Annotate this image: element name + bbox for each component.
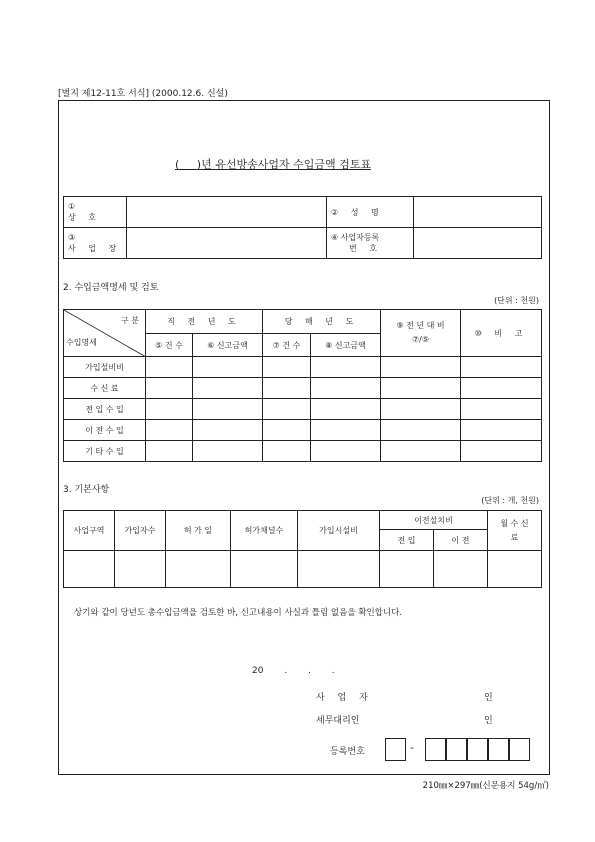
- regno-box[interactable]: [425, 738, 446, 761]
- cell[interactable]: [461, 441, 542, 462]
- table-row: [64, 420, 542, 441]
- income-table: [63, 309, 542, 462]
- channels-header: 허가채널수: [231, 511, 298, 551]
- workplace-field[interactable]: [127, 228, 327, 259]
- regno-box[interactable]: [385, 738, 406, 761]
- count7-header: ⑦ 건 수: [263, 334, 311, 357]
- cell[interactable]: [311, 420, 381, 441]
- cell[interactable]: [461, 378, 542, 399]
- registration-label: ④ 사업자등록 번 호: [327, 228, 414, 259]
- cell[interactable]: [381, 420, 461, 441]
- regno-box[interactable]: [509, 738, 530, 761]
- registration-field[interactable]: [414, 228, 542, 259]
- business-info-table: [63, 196, 542, 259]
- cell[interactable]: [146, 378, 193, 399]
- regno-box[interactable]: [446, 738, 467, 761]
- row-label: 가입설비비: [64, 357, 146, 378]
- section3-unit: (단위 : 개, 천원): [481, 496, 539, 505]
- cell[interactable]: [231, 551, 298, 588]
- confirmation-statement: 상기와 같이 당년도 총수입금액을 검토한 바, 신고내용이 사실과 틀림 없음을 확인합니다.: [74, 608, 403, 618]
- paper-spec: 210㎜×297㎜(신문용지 54g/㎡): [422, 781, 549, 791]
- section3-heading: 3. 기본사항: [63, 485, 110, 495]
- cell[interactable]: [193, 357, 263, 378]
- cell[interactable]: [311, 378, 381, 399]
- cell[interactable]: [311, 357, 381, 378]
- cell[interactable]: [461, 399, 542, 420]
- table-row: [64, 357, 542, 378]
- permit-date-header: 허 가 일: [166, 511, 231, 551]
- form-title: ( )년 유선방송사업자 수입금액 검토표: [175, 158, 371, 171]
- cell[interactable]: [193, 399, 263, 420]
- cell[interactable]: [193, 378, 263, 399]
- row-label: 수 신 료: [64, 378, 146, 399]
- cell[interactable]: [263, 357, 311, 378]
- ratio-header: ⑨ 전 년 대 비 ⑦/⑤: [381, 310, 461, 357]
- regno-box[interactable]: [467, 738, 488, 761]
- row-label: 전 입 수 입: [64, 399, 146, 420]
- operator-seal: 인: [484, 693, 493, 703]
- business-name-label: ① 상 호: [64, 197, 127, 228]
- cell[interactable]: [146, 357, 193, 378]
- cell[interactable]: [381, 378, 461, 399]
- row-label: 기 타 수 입: [64, 441, 146, 462]
- category-header: 구 분 수입명세: [64, 310, 146, 357]
- transfer-in-header: 전 입: [380, 530, 434, 551]
- cell[interactable]: [146, 441, 193, 462]
- amount6-header: ⑥ 신고금액: [193, 334, 263, 357]
- cell[interactable]: [381, 357, 461, 378]
- operator-label: 사 업 자: [316, 693, 373, 703]
- cell[interactable]: [146, 399, 193, 420]
- cell[interactable]: [64, 551, 115, 588]
- cell[interactable]: [263, 399, 311, 420]
- cell[interactable]: [146, 420, 193, 441]
- curr-year-header: 당 해 년 도: [263, 310, 381, 334]
- regno-label: 등록번호: [330, 747, 365, 757]
- cell[interactable]: [263, 420, 311, 441]
- cell[interactable]: [311, 399, 381, 420]
- table-row: [64, 441, 542, 462]
- subscribers-header: 가입자수: [115, 511, 166, 551]
- area-header: 사업구역: [64, 511, 115, 551]
- form-number: [별지 제12-11호 서식] (2000.12.6. 신설): [58, 89, 228, 99]
- cell[interactable]: [166, 551, 231, 588]
- agent-seal: 인: [484, 716, 493, 726]
- cell[interactable]: [193, 441, 263, 462]
- section2-heading: 2. 수입금액명세 및 검토: [63, 283, 159, 293]
- cell[interactable]: [381, 441, 461, 462]
- section2-unit: (단위 : 천원): [494, 296, 539, 305]
- workplace-label: ③ 사 업 장: [64, 228, 127, 259]
- remark-header: ⑩ 비 고: [461, 310, 542, 357]
- prev-year-header: 직 전 년 도: [146, 310, 263, 334]
- amount8-header: ⑧ 신고금액: [311, 334, 381, 357]
- transfer-fee-header: 이전설치비: [380, 511, 488, 530]
- transfer-out-header: 이 전: [434, 530, 488, 551]
- table-row: [64, 551, 542, 588]
- owner-name-field[interactable]: [414, 197, 542, 228]
- cell[interactable]: [115, 551, 166, 588]
- table-row: [64, 378, 542, 399]
- facility-fee-header: 가입시설비: [298, 511, 380, 551]
- business-name-field[interactable]: [127, 197, 327, 228]
- monthly-fee-header: 월 수 신 료: [488, 511, 542, 551]
- regno-dash: -: [410, 741, 414, 754]
- owner-name-label: ② 성 명: [327, 197, 414, 228]
- table-row: [64, 399, 542, 420]
- basic-info-table: [63, 510, 542, 588]
- cell[interactable]: [381, 399, 461, 420]
- cell[interactable]: [263, 378, 311, 399]
- cell[interactable]: [461, 357, 542, 378]
- cell[interactable]: [263, 441, 311, 462]
- agent-label: 세무대리인: [316, 716, 360, 726]
- cell[interactable]: [311, 441, 381, 462]
- cell[interactable]: [380, 551, 434, 588]
- cell[interactable]: [488, 551, 542, 588]
- row-label: 이 전 수 입: [64, 420, 146, 441]
- regno-box[interactable]: [488, 738, 509, 761]
- cell[interactable]: [298, 551, 380, 588]
- cell[interactable]: [193, 420, 263, 441]
- count5-header: ⑤ 건 수: [146, 334, 193, 357]
- cell[interactable]: [461, 420, 542, 441]
- date-line: 20 . . .: [252, 666, 335, 676]
- cell[interactable]: [434, 551, 488, 588]
